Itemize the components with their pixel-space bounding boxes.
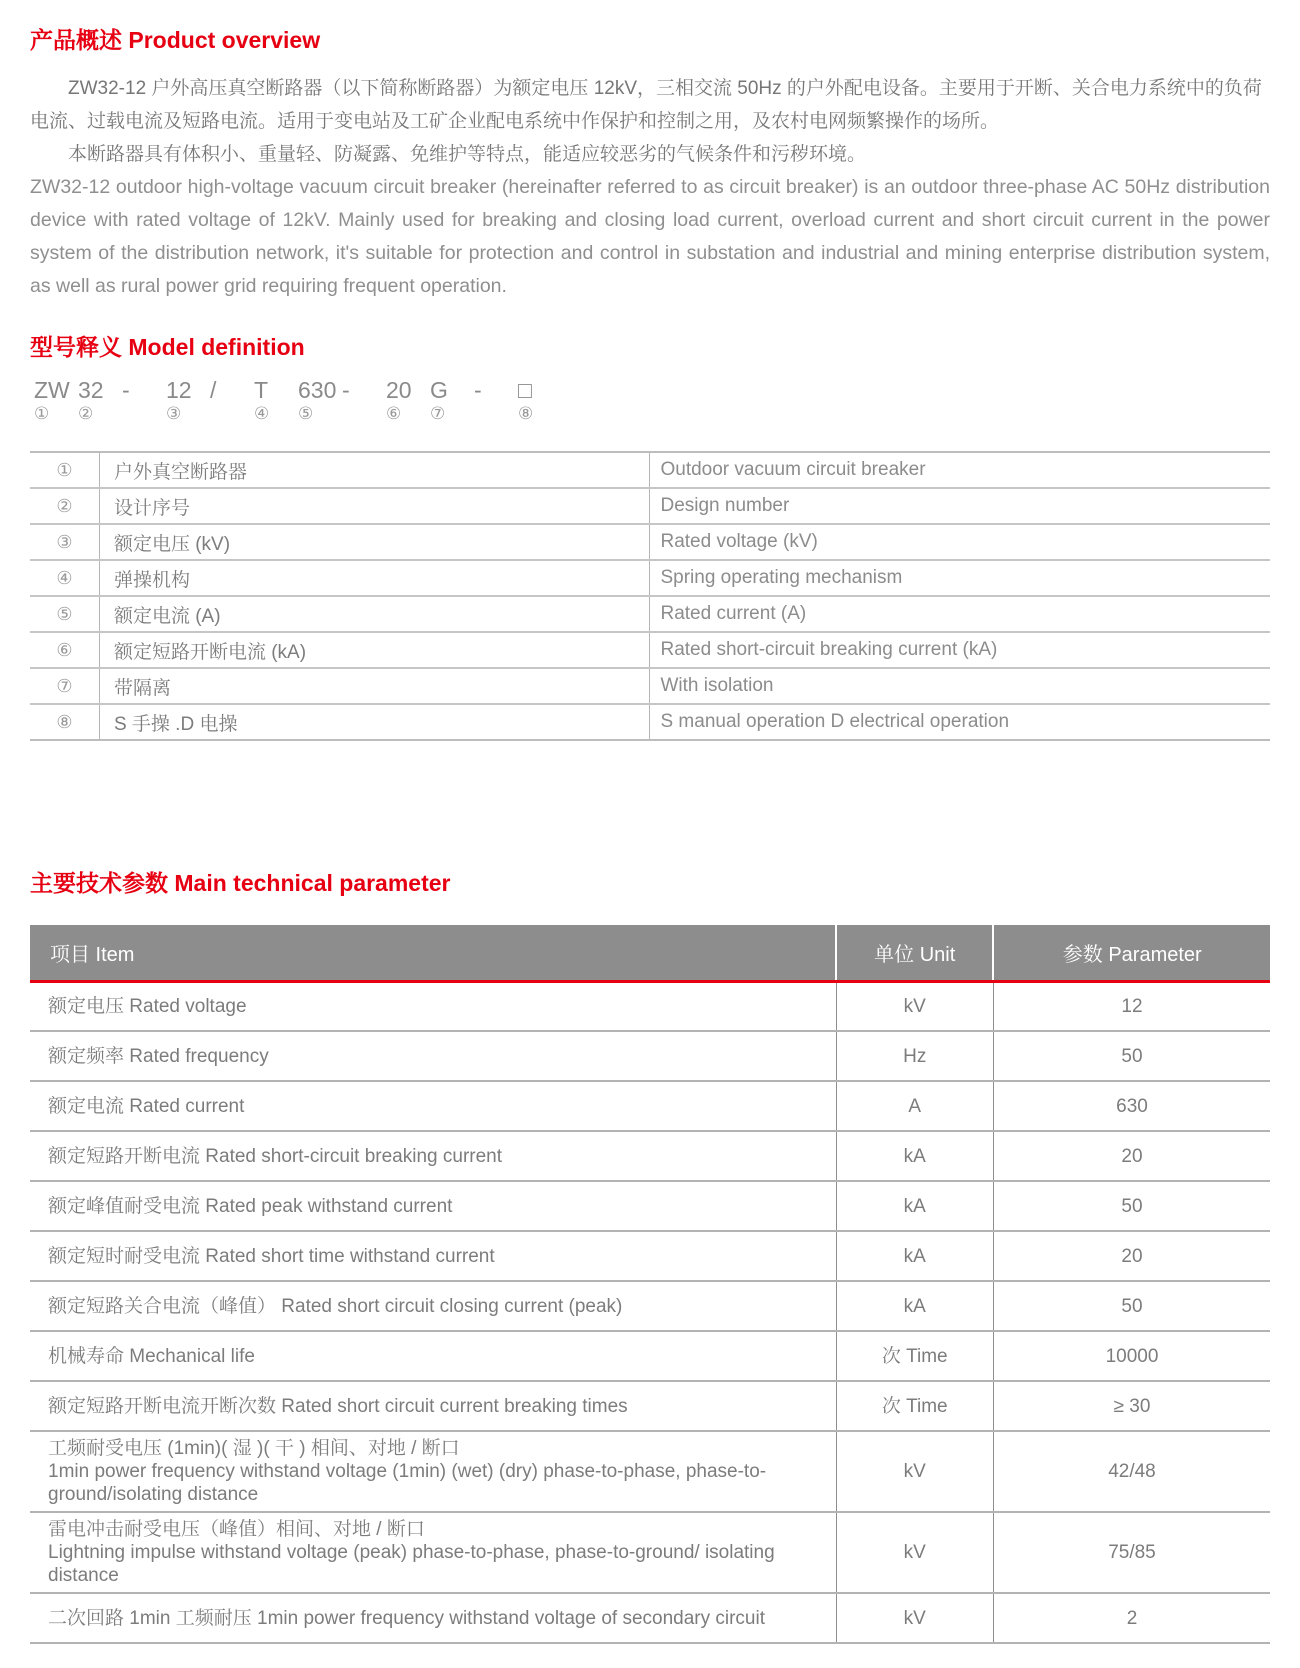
model-row-zh: S 手操 .D 电操 — [99, 704, 650, 740]
tech-value-cell: 630 — [993, 1081, 1270, 1131]
model-row-zh: 带隔离 — [99, 668, 650, 704]
tech-table-row — [30, 1231, 1270, 1281]
tech-table-row — [30, 1431, 1270, 1512]
model-code-text: 32 — [78, 377, 104, 403]
tech-value-cell: 50 — [993, 1031, 1270, 1081]
model-code-segment — [342, 377, 386, 425]
model-row-number: ② — [30, 488, 99, 524]
model-row-zh: 额定电流 (A) — [99, 596, 650, 632]
tech-value-cell: 50 — [993, 1181, 1270, 1231]
tech-item-cell — [30, 1381, 836, 1431]
model-code-mark: ④ — [254, 404, 270, 423]
overview-paragraph-en: ZW32-12 outdoor high-voltage vacuum circuit breaker (hereinafter referred to as circuit breaker) is an outdoor three-phase AC 50Hz distribution device with rated voltage of 12kV. Mainly used for breaking and closing load current, overload current and short circuit current in the power system of the distribution network, it's suitable for protection and control in substation and industrial and mining enterprise distribution system, as well as rural power grid requiring frequent operation. — [30, 176, 1270, 297]
tech-value-cell: 12 — [993, 981, 1270, 1031]
technical-parameters-table — [30, 925, 1270, 1644]
model-row-en: Spring operating mechanism — [650, 560, 1270, 596]
tech-unit-cell: kA — [836, 1181, 993, 1231]
model-row-number: ⑥ — [30, 632, 99, 668]
tech-item-line: 额定频率 Rated frequency — [48, 1045, 269, 1067]
tech-item-line: 机械寿命 Mechanical life — [48, 1345, 255, 1367]
model-code-text: T — [254, 377, 269, 403]
tech-value-cell: 42/48 — [993, 1431, 1270, 1512]
tech-value-cell: 50 — [993, 1281, 1270, 1331]
model-code-mark: ① — [34, 404, 50, 423]
model-row-en: S manual operation D electrical operation — [650, 704, 1270, 740]
model-code-mark: ③ — [166, 404, 182, 423]
model-code-segment — [518, 377, 562, 425]
tech-unit-cell: Hz — [836, 1031, 993, 1081]
tech-value-cell: 20 — [993, 1231, 1270, 1281]
model-row-en: With isolation — [650, 668, 1270, 704]
tech-unit-cell: kA — [836, 1281, 993, 1331]
model-row-zh: 额定电压 (kV) — [99, 524, 650, 560]
tech-item-cell — [30, 1331, 836, 1381]
tech-unit-cell: kV — [836, 1512, 993, 1593]
model-table-row — [30, 452, 1270, 488]
model-row-zh: 额定短路开断电流 (kA) — [99, 632, 650, 668]
model-row-number: ⑤ — [30, 596, 99, 632]
overview-paragraph-zh-1: ZW32-12 户外高压真空断路器（以下简称断路器）为额定电压 12kV，三相交流 50Hz 的户外配电设备。主要用于开断、关合电力系统中的负荷电流、过载电流及短路电流。适用于变电站及工矿企业配电系统中作保护和控制之用，及农村电网频繁操作的场所。 — [30, 78, 1262, 132]
tech-item-line: 二次回路 1min 工频耐压 1min power frequency withstand voltage of secondary circuit — [48, 1607, 765, 1629]
tech-unit-cell: kA — [836, 1131, 993, 1181]
tech-item-cell — [30, 1081, 836, 1131]
model-row-zh: 户外真空断路器 — [99, 452, 650, 488]
tech-item-cell — [30, 1512, 836, 1593]
tech-table-row — [30, 1031, 1270, 1081]
tech-item-line: 1min power frequency withstand voltage (1min) (wet) (dry) phase-to-phase, phase-to-ground/isolating distance — [48, 1461, 767, 1505]
model-code-mark — [474, 403, 518, 425]
tech-item-cell — [30, 981, 836, 1031]
model-code-diagram — [34, 377, 1270, 425]
tech-unit-cell: kV — [836, 1431, 993, 1512]
model-code-text: □ — [518, 377, 532, 403]
model-row-zh: 设计序号 — [99, 488, 650, 524]
tech-table-row — [30, 1381, 1270, 1431]
model-code-text: G — [430, 377, 448, 403]
tech-item-line: 额定短路开断电流开断次数 Rated short circuit current breaking times — [48, 1395, 628, 1417]
model-row-number: ③ — [30, 524, 99, 560]
model-table-row — [30, 632, 1270, 668]
tech-table-row — [30, 1181, 1270, 1231]
tech-item-line: 额定电压 Rated voltage — [48, 995, 247, 1017]
tech-item-line: Lightning impulse withstand voltage (peak) phase-to-phase, phase-to-ground/ isolating distance — [48, 1542, 775, 1586]
model-table-row — [30, 524, 1270, 560]
tech-header-unit: 单位 Unit — [836, 925, 993, 981]
model-row-number: ① — [30, 452, 99, 488]
model-definition-section — [30, 333, 1270, 741]
model-row-number: ④ — [30, 560, 99, 596]
model-table-row — [30, 668, 1270, 704]
model-code-segment — [34, 377, 78, 425]
model-code-segment — [210, 377, 254, 425]
tech-item-cell — [30, 1431, 836, 1512]
model-code-segment — [166, 377, 210, 425]
tech-table-row — [30, 981, 1270, 1031]
tech-header-parameter: 参数 Parameter — [993, 925, 1270, 981]
tech-unit-cell: kV — [836, 981, 993, 1031]
model-code-mark: ⑤ — [298, 404, 314, 423]
tech-item-line: 雷电冲击耐受电压（峰值）相间、对地 / 断口 — [48, 1519, 425, 1540]
model-code-text: ZW — [34, 377, 70, 403]
tech-value-cell: 20 — [993, 1131, 1270, 1181]
tech-item-line: 额定短路开断电流 Rated short-circuit breaking current — [48, 1145, 503, 1167]
model-code-text: / — [210, 377, 217, 403]
model-code-mark: ② — [78, 404, 94, 423]
model-code-segment — [298, 377, 342, 425]
tech-table-row — [30, 1331, 1270, 1381]
model-row-zh: 弹操机构 — [99, 560, 650, 596]
model-code-text: - — [122, 377, 130, 403]
model-table-row — [30, 596, 1270, 632]
tech-item-cell — [30, 1281, 836, 1331]
tech-table-row — [30, 1131, 1270, 1181]
model-row-number: ⑦ — [30, 668, 99, 704]
tech-item-line: 工频耐受电压 (1min)( 湿 )( 干 ) 相间、对地 / 断口 — [48, 1438, 460, 1459]
model-code-text: - — [342, 377, 350, 403]
tech-table-row — [30, 1512, 1270, 1593]
section-title-model-definition: 型号释义 Model definition — [30, 334, 305, 360]
model-code-text: 630 — [298, 377, 337, 403]
model-code-segment — [386, 377, 430, 425]
model-code-text: - — [474, 377, 482, 403]
tech-unit-cell: kV — [836, 1593, 993, 1643]
model-code-segment — [78, 377, 122, 425]
model-row-en: Outdoor vacuum circuit breaker — [650, 452, 1270, 488]
model-code-segment — [122, 377, 166, 425]
tech-table-row — [30, 1593, 1270, 1643]
model-row-en: Design number — [650, 488, 1270, 524]
tech-item-line: 额定短路关合电流（峰值） Rated short circuit closing current (peak) — [48, 1295, 623, 1317]
model-table-row — [30, 488, 1270, 524]
tech-item-cell — [30, 1131, 836, 1181]
model-code-text: 20 — [386, 377, 412, 403]
technical-parameters-section — [30, 869, 1270, 1644]
tech-unit-cell: 次 Time — [836, 1331, 993, 1381]
tech-value-cell: ≥ 30 — [993, 1381, 1270, 1431]
model-table-row — [30, 704, 1270, 740]
tech-item-line: 额定电流 Rated current — [48, 1095, 245, 1117]
model-row-en: Rated current (A) — [650, 596, 1270, 632]
tech-value-cell: 75/85 — [993, 1512, 1270, 1593]
model-code-mark: ⑥ — [386, 404, 402, 423]
model-code-mark: ⑦ — [430, 404, 446, 423]
model-table-row — [30, 560, 1270, 596]
tech-item-cell — [30, 1231, 836, 1281]
overview-body — [30, 72, 1270, 303]
tech-unit-cell: A — [836, 1081, 993, 1131]
section-title-technical-parameters: 主要技术参数 Main technical parameter — [30, 870, 451, 896]
model-code-mark: ⑧ — [518, 404, 534, 423]
model-row-number: ⑧ — [56, 711, 73, 732]
tech-table-row — [30, 1081, 1270, 1131]
tech-value-cell: 2 — [993, 1593, 1270, 1643]
tech-item-cell — [30, 1181, 836, 1231]
tech-table-row — [30, 1281, 1270, 1331]
model-code-segment — [474, 377, 518, 425]
overview-paragraph-zh-2: 本断路器具有体积小、重量轻、防凝露、免维护等特点，能适应较恶劣的气候条件和污秽环境。 — [68, 144, 867, 165]
model-definition-table — [30, 451, 1270, 741]
model-code-text: 12 — [166, 377, 192, 403]
tech-unit-cell: 次 Time — [836, 1381, 993, 1431]
model-code-segment — [254, 377, 298, 425]
model-code-segment — [430, 377, 474, 425]
model-code-mark — [342, 403, 386, 425]
model-code-mark — [210, 403, 254, 425]
tech-header-item: 项目 Item — [30, 925, 836, 981]
tech-item-cell — [30, 1031, 836, 1081]
model-row-en: Rated short-circuit breaking current (kA) — [650, 632, 1270, 668]
tech-value-cell: 10000 — [993, 1331, 1270, 1381]
model-row-en: Rated voltage (kV) — [650, 524, 1270, 560]
product-overview-section — [30, 26, 1270, 303]
tech-item-line: 额定峰值耐受电流 Rated peak withstand current — [48, 1195, 453, 1217]
section-title-product-overview: 产品概述 Product overview — [30, 27, 321, 53]
tech-item-cell — [30, 1593, 836, 1643]
tech-table-header-row — [30, 925, 1270, 981]
tech-unit-cell: kA — [836, 1231, 993, 1281]
tech-item-line: 额定短时耐受电流 Rated short time withstand current — [48, 1245, 495, 1267]
model-code-mark — [122, 403, 166, 425]
